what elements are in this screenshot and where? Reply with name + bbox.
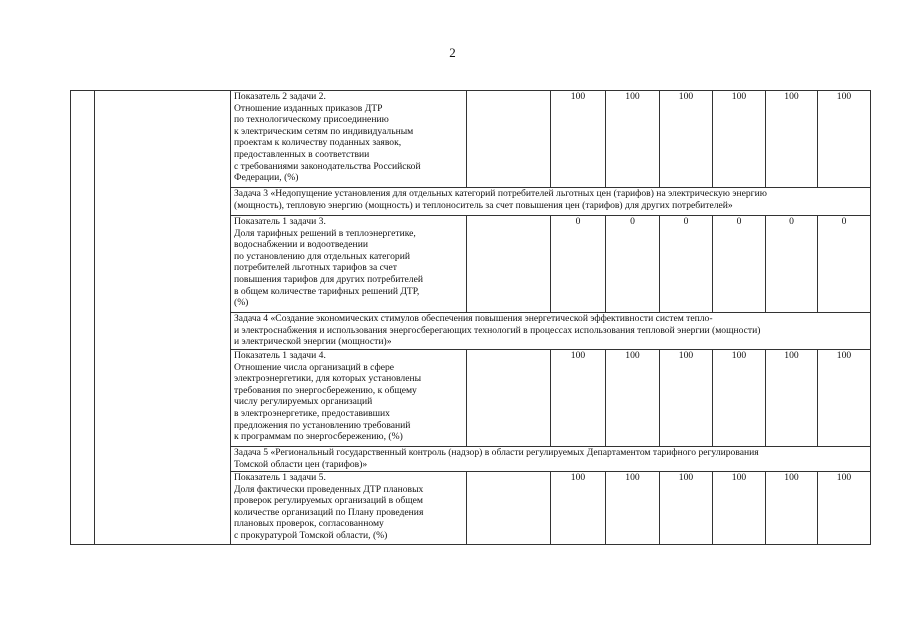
value-cell: 100 xyxy=(551,91,606,188)
value-cell: 100 xyxy=(766,472,818,545)
value-cell: 100 xyxy=(660,91,713,188)
value-cell: 0 xyxy=(606,216,660,313)
value-cell: 100 xyxy=(551,472,606,545)
value-cell: 0 xyxy=(551,216,606,313)
value-cell: 0 xyxy=(713,216,766,313)
value-cell: 100 xyxy=(606,350,660,447)
indicators-table xyxy=(70,90,871,545)
value-cell: 100 xyxy=(818,91,871,188)
value-cell: 100 xyxy=(660,350,713,447)
empty-cell xyxy=(467,350,551,447)
task-heading-cell: Задача 4 «Создание экономических стимулов обеспечения повышения энергетической эффективности систем тепло- и электроснабжения и использования энергосберегающих технологий в процессах использования тепловой энергии (мощности) и электрической энергии (мощности)» xyxy=(231,313,871,350)
value-cell: 100 xyxy=(713,472,766,545)
value-cell: 100 xyxy=(713,91,766,188)
indicator-cell: Показатель 1 задачи 4. Отношение числа организаций в сфере электроэнергетики, для которых установлены требования по энергосбережению, к общему числу регулируемых организаций в электроэнергетике, предоставивших предложения по установлению требований к программам по энергосбережению, (%) xyxy=(231,350,467,447)
indicator-cell: Показатель 1 задачи 5. Доля фактически проведенных ДТР плановых проверок регулируемых организаций в общем количестве организаций по Плану проведения плановых проверок, согласованному с прокуратурой Томской области, (%) xyxy=(231,472,467,545)
value-cell: 100 xyxy=(713,350,766,447)
value-cell: 100 xyxy=(818,350,871,447)
value-cell: 100 xyxy=(766,350,818,447)
value-cell: 100 xyxy=(660,472,713,545)
value-cell: 0 xyxy=(766,216,818,313)
page-number: 2 xyxy=(449,45,456,60)
value-cell: 100 xyxy=(606,91,660,188)
number-column-cell xyxy=(71,91,95,545)
task-name-column-cell xyxy=(95,91,231,545)
empty-cell xyxy=(467,216,551,313)
value-cell: 0 xyxy=(660,216,713,313)
value-cell: 100 xyxy=(818,472,871,545)
value-cell: 100 xyxy=(551,350,606,447)
indicator-cell: Показатель 1 задачи 3. Доля тарифных решений в теплоэнергетике, водоснабжении и водоотведении по установлению для отдельных категорий потребителей льготных тарифов за счет повышения тарифов для других потребителей в общем количестве тарифных решений ДТР, (%) xyxy=(231,216,467,313)
task-heading-cell: Задача 3 «Недопущение установления для отдельных категорий потребителей льготных цен (тарифов) на электрическую энергию (мощность), тепловую энергию (мощность) и теплоноситель за счет повышения цен (тарифов) для других потребителей» xyxy=(231,188,871,216)
value-cell: 0 xyxy=(818,216,871,313)
empty-cell xyxy=(467,472,551,545)
task-heading-cell: Задача 5 «Региональный государственный контроль (надзор) в области регулируемых Департаментом тарифного регулирования Томской области цен (тарифов)» xyxy=(231,447,871,472)
table-row xyxy=(71,91,871,188)
empty-cell xyxy=(467,91,551,188)
indicator-cell: Показатель 2 задачи 2. Отношение изданных приказов ДТР по технологическому присоединению к электрическим сетям по индивидуальным проектам к количеству поданных заявок, предоставленных в соответствии с требованиями законодательства Российской Федерации, (%) xyxy=(231,91,467,188)
value-cell: 100 xyxy=(606,472,660,545)
value-cell: 100 xyxy=(766,91,818,188)
